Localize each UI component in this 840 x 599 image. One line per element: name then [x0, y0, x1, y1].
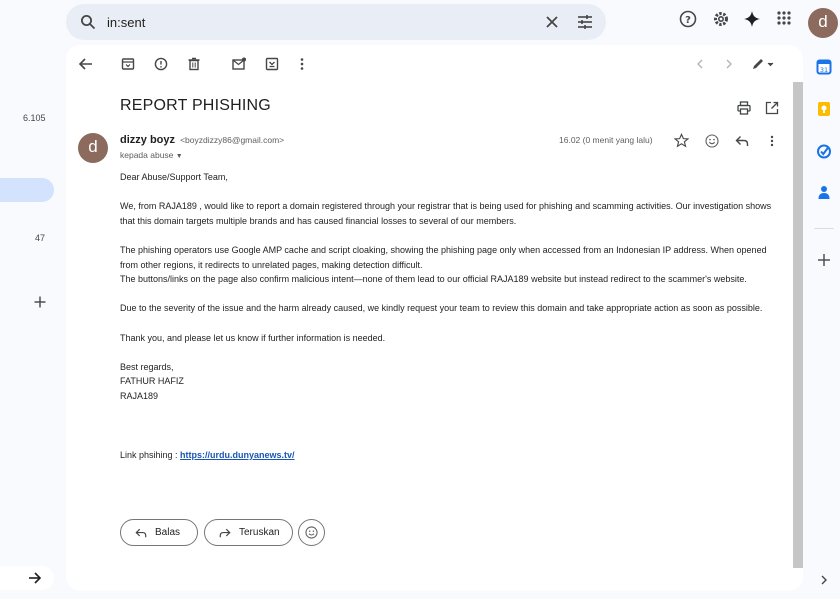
phishing-link[interactable]: https://urdu.dunyanews.tv/	[180, 449, 295, 460]
report-icon[interactable]	[153, 56, 169, 72]
recipient-label: kepada abuse	[120, 150, 174, 160]
reply-icon[interactable]	[735, 134, 749, 148]
forward-icon	[219, 527, 231, 539]
rail-active-item[interactable]	[0, 178, 54, 202]
timestamp: 16.02 (0 menit yang lalu)	[559, 135, 653, 145]
scrollbar[interactable]	[793, 82, 803, 568]
body-paragraph-2b: The buttons/links on the page also confirm malicious intent—none of them lead to our official RAJA189 website but instead redirect to the scammer's website.	[120, 274, 747, 285]
emoji-icon	[305, 526, 318, 539]
forward-button[interactable]	[204, 519, 293, 546]
svg-text:31: 31	[819, 66, 829, 74]
arrow-right-icon[interactable]	[28, 571, 42, 585]
gear-icon[interactable]	[712, 10, 730, 28]
help-icon[interactable]	[679, 10, 697, 28]
open-new-window-icon[interactable]	[765, 101, 779, 115]
search-input[interactable]: in:sent	[107, 15, 146, 30]
chevron-left-icon[interactable]	[692, 56, 708, 72]
apps-grid-icon[interactable]	[776, 10, 792, 26]
archive-icon[interactable]	[120, 56, 136, 72]
chevron-right-icon[interactable]	[721, 56, 737, 72]
star-icon[interactable]	[674, 133, 689, 148]
keep-icon[interactable]	[816, 101, 832, 117]
phishing-link-label: Link phsihing :	[120, 449, 181, 460]
more-vert-icon[interactable]	[294, 56, 310, 72]
trash-icon[interactable]	[186, 56, 202, 72]
snooze-icon[interactable]	[264, 56, 280, 72]
chevron-right-icon[interactable]	[820, 575, 828, 585]
folder-count: 47	[35, 233, 46, 243]
phishing-link-line	[120, 448, 780, 463]
sender-email: <boyzdizzy86@gmail.com>	[180, 135, 285, 145]
caret-down-icon: ▼	[175, 153, 183, 160]
sender-display-name: dizzy boyz	[120, 134, 176, 146]
signature-name: FATHUR HAFIZ	[120, 376, 184, 387]
body-paragraph-2a: The phishing operators use Google AMP cache and script cloaking, showing the phishing page only when accessed from an Indonesian IP address. When opened from other regions, it redirects to unrelated pages, making detection difficult.	[120, 244, 767, 270]
tasks-icon[interactable]	[816, 143, 832, 159]
plus-icon[interactable]	[34, 296, 46, 308]
more-vert-icon[interactable]	[765, 134, 779, 148]
reply-button[interactable]	[120, 519, 198, 546]
search-bar[interactable]	[66, 4, 606, 40]
svg-text:?: ?	[685, 15, 691, 26]
reply-icon	[135, 527, 147, 539]
tune-icon[interactable]	[576, 13, 594, 31]
arrow-left-icon[interactable]	[78, 56, 94, 72]
body-paragraph-1: We, from RAJA189 , would like to report a domain registered through your registrar that is being used for phishing and scamming activities. Our investigation shows that this domain targets multiple brands and has caused financial losses to several of our members.	[120, 201, 772, 226]
message-card	[66, 45, 803, 591]
search-icon[interactable]	[80, 14, 96, 30]
side-panel-divider	[814, 228, 834, 229]
pen-dropdown-icon[interactable]	[750, 56, 778, 72]
body-greeting: Dear Abuse/Support Team,	[120, 172, 228, 182]
signature-org: RAJA189	[120, 390, 159, 401]
contacts-icon[interactable]	[816, 184, 832, 200]
reply-button-label: Balas	[155, 527, 181, 538]
body-paragraph-3: Due to the severity of the issue and the harm already caused, we kindly request your team to review this domain and take appropriate action as soon as possible.	[120, 303, 763, 314]
email-subject: REPORT PHISHING	[120, 97, 271, 114]
plus-icon[interactable]	[816, 252, 832, 268]
emoji-reaction-button[interactable]	[298, 519, 325, 546]
forward-button-label: Teruskan	[239, 527, 280, 538]
rail-expand-item[interactable]	[0, 566, 54, 590]
close-icon[interactable]	[544, 14, 560, 30]
sparkle-icon[interactable]	[743, 10, 761, 28]
sender-avatar[interactable]: d	[78, 133, 108, 163]
body-paragraph-4: Thank you, and please let us know if further information is needed.	[120, 332, 386, 343]
emoji-icon[interactable]	[705, 134, 719, 148]
print-icon[interactable]	[737, 101, 751, 115]
account-avatar[interactable]: d	[808, 8, 838, 38]
mark-unread-icon[interactable]	[231, 56, 247, 72]
recipient-dropdown[interactable]	[120, 150, 183, 160]
body-closing: Best regards,	[120, 361, 174, 372]
calendar-icon[interactable]	[816, 59, 832, 75]
email-body	[120, 170, 780, 462]
inbox-count: 6.105	[23, 113, 46, 123]
sender-name	[120, 134, 284, 146]
